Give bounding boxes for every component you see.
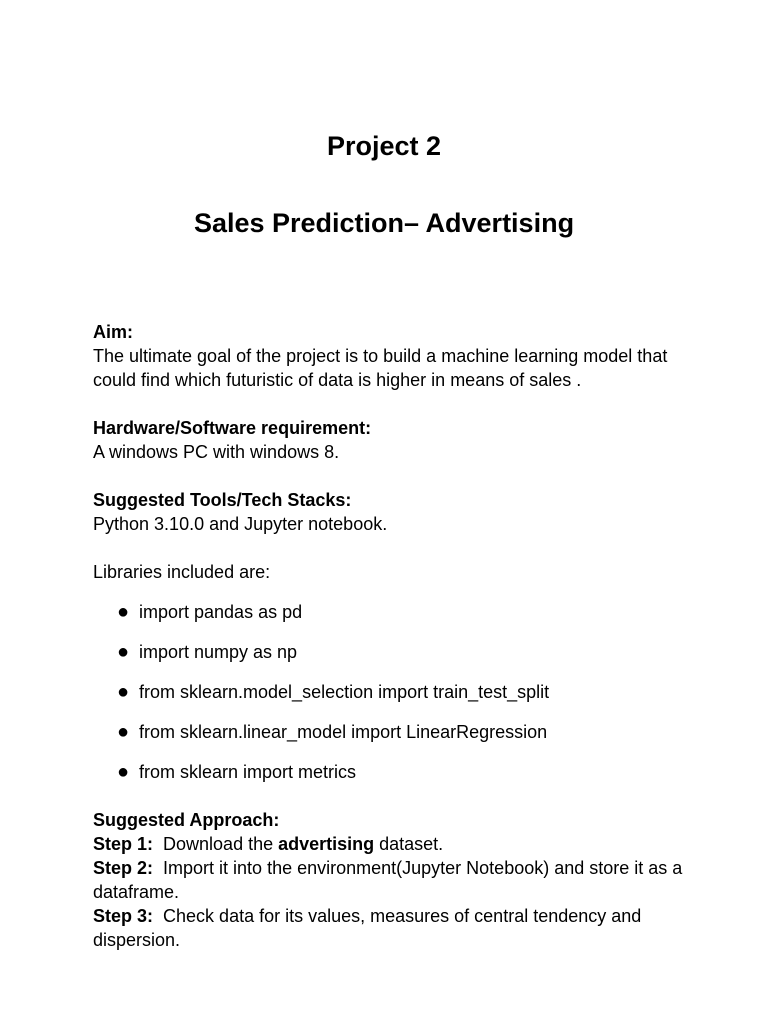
page-subtitle: Sales Prediction– Advertising	[193, 208, 575, 238]
tools-heading: Suggested Tools/Tech Stacks:	[93, 490, 352, 510]
approach-section	[93, 808, 683, 952]
library-import: from sklearn.linear_model import LinearRegression	[139, 722, 548, 742]
bullet-icon: ●	[117, 681, 130, 703]
bullet-icon: ●	[117, 761, 130, 783]
step-3	[93, 904, 683, 952]
approach-heading: Suggested Approach:	[93, 810, 280, 830]
step-label: Step 2:	[93, 858, 154, 878]
library-import: from sklearn import metrics	[139, 762, 357, 782]
aim-text: The ultimate goal of the project is to build a machine learning model that could find which futuristic of data is higher in means of sales .	[93, 346, 668, 390]
list-item	[93, 712, 683, 752]
document-body	[93, 320, 683, 952]
tools-text: Python 3.10.0 and Jupyter notebook.	[93, 514, 388, 534]
step-label: Step 3:	[93, 906, 154, 926]
step-text-end: dataset.	[374, 834, 444, 854]
step-label: Step 1:	[93, 834, 154, 854]
list-item	[93, 672, 683, 712]
list-item	[93, 752, 683, 792]
step-1	[93, 832, 683, 856]
libraries-list	[93, 592, 683, 792]
libraries-intro: Libraries included are:	[93, 562, 271, 582]
step-2	[93, 856, 683, 904]
hardware-text: A windows PC with windows 8.	[93, 442, 340, 462]
bullet-icon: ●	[117, 601, 130, 623]
hardware-heading: Hardware/Software requirement:	[93, 418, 372, 438]
step-emphasis: advertising	[278, 834, 375, 854]
library-import: from sklearn.model_selection import train_test_split	[139, 682, 550, 702]
bullet-icon: ●	[117, 721, 130, 743]
step-text: Import it into the environment(Jupyter Notebook) and store it as a dataframe.	[93, 858, 683, 902]
step-text: Download the	[163, 834, 279, 854]
page-title: Project 2	[326, 131, 442, 161]
aim-heading: Aim:	[93, 322, 133, 342]
step-text: Check data for its values, measures of central tendency and dispersion.	[93, 906, 642, 950]
library-import: import numpy as np	[139, 642, 298, 662]
list-item	[93, 632, 683, 672]
bullet-icon: ●	[117, 641, 130, 663]
list-item	[93, 592, 683, 632]
library-import: import pandas as pd	[139, 602, 303, 622]
